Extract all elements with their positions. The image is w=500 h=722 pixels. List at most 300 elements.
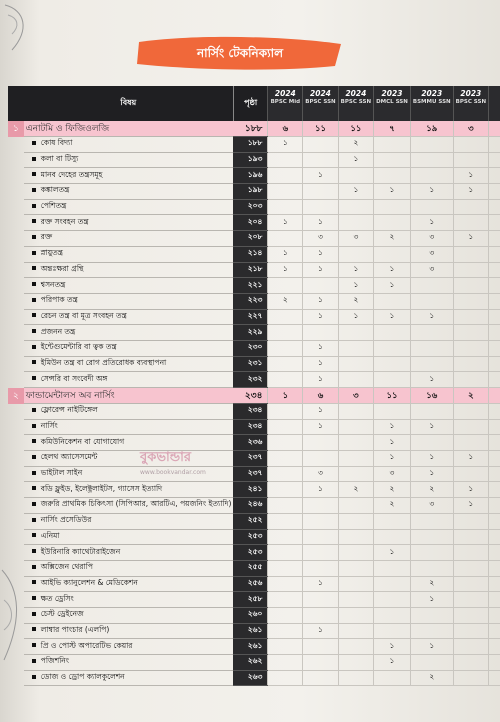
bullet-icon [32,424,36,428]
topic-label: কোষ বিদ্যা [40,138,73,148]
question-count-cell [410,199,453,215]
question-count-cell [453,262,488,278]
row-number [8,404,24,420]
question-count-cell [453,639,488,655]
question-count-cell [489,655,500,671]
bullet-icon [32,376,36,380]
table-row [8,152,500,168]
bullet-icon [32,565,36,569]
leaf-ornament-top-left [0,0,40,64]
question-count-cell: ১ [453,184,488,200]
page-number: ২৪৬ [233,498,267,514]
row-number [8,356,24,372]
question-count-cell [268,184,303,200]
question-count-cell [374,560,411,576]
bullet-icon [32,612,36,616]
question-count-cell: ৩ [410,262,453,278]
question-count-cell [338,435,373,451]
publisher-watermark: বুকভান্ডার www.bookvandar.com [140,450,206,476]
question-count-cell [410,404,453,420]
page-number: ২৫৬ [233,576,267,592]
topic-cell [24,137,234,153]
table-row [8,246,500,262]
question-count-cell [489,466,500,482]
row-number [8,137,24,153]
row-number [8,592,24,608]
question-count-cell [338,246,373,262]
topic-cell [24,262,234,278]
row-number [8,529,24,545]
page-number: ২০৮ [233,231,267,247]
question-count-cell [303,607,338,623]
question-count-cell [268,404,303,420]
question-count-cell: ১ [410,466,453,482]
topic-cell [24,121,234,137]
page-number: ২৫৩ [233,545,267,561]
topic-cell [24,623,234,639]
table-row [8,545,500,561]
topic-cell [24,356,234,372]
question-count-cell [453,670,488,686]
question-count-cell: ১ [303,404,338,420]
topic-cell [24,372,234,388]
question-count-cell: ৬ [303,388,338,404]
question-count-cell [268,419,303,435]
question-count-cell: ২ [374,482,411,498]
question-count-cell: ১ [374,545,411,561]
page-number: ১৯৬ [233,168,267,184]
question-count-cell [268,152,303,168]
topic-label: চেস্ট ড্রেইনেজ [40,609,84,619]
question-count-cell: ৩ [303,231,338,247]
bullet-icon [32,580,36,584]
question-count-cell [338,215,373,231]
row-number [8,152,24,168]
question-count-cell: ১৬ [410,388,453,404]
question-count-cell: ১ [268,262,303,278]
row-number [8,451,24,467]
question-count-cell [268,560,303,576]
question-count-cell [489,325,500,341]
page-number: ২৩১ [233,356,267,372]
page-number: ২০৪ [233,215,267,231]
question-count-cell [489,199,500,215]
topic-cell [24,513,234,529]
bullet-icon [32,408,36,412]
section-row [8,388,500,404]
table-row [8,184,500,200]
topic-cell [24,215,234,231]
question-count-cell [303,325,338,341]
question-count-cell [489,404,500,420]
row-number [8,325,24,341]
topic-cell [24,639,234,655]
question-count-cell [268,482,303,498]
topic-label: রেচন তন্ত্র বা মূত্র সংবহন তন্ত্র [40,310,127,320]
topic-label: জরুরি প্রাথমিক চিকিৎসা (সিপিআর, আরটিএ, পয়জনিং ইত্যাদি) [40,499,232,509]
question-count-cell [338,168,373,184]
question-count-cell: ১ [338,262,373,278]
question-count-cell [303,451,338,467]
topic-label: এনাটমি ও ফিজিওলজি [25,124,110,134]
bullet-icon [32,172,36,176]
question-count-cell: ১ [374,262,411,278]
question-count-cell [410,623,453,639]
question-count-cell [489,121,500,137]
page-number: ২৬১ [233,639,267,655]
question-count-cell: ১ [410,639,453,655]
bullet-icon [32,282,36,286]
topic-label: কঙ্কালতন্ত্র [40,185,70,195]
bullet-icon [32,533,36,537]
bullet-icon [32,298,36,302]
question-count-cell [453,529,488,545]
topic-label: রক্ত [40,232,53,242]
question-count-cell [489,168,500,184]
question-count-cell: ১ [338,278,373,294]
page-number: ২৬৩ [233,670,267,686]
bullet-icon [32,518,36,522]
bullet-icon [32,627,36,631]
question-count-cell: ১ [453,498,488,514]
question-count-cell [374,356,411,372]
question-count-cell [338,560,373,576]
question-count-cell [374,404,411,420]
question-count-cell [453,199,488,215]
question-count-cell [338,372,373,388]
topic-label: প্রি ও পোস্ট অপারেটিভ কেয়ার [40,640,133,650]
question-count-cell [410,293,453,309]
question-count-cell [303,655,338,671]
question-count-cell [338,451,373,467]
page-number: ১৮৮ [233,137,267,153]
question-count-cell [453,576,488,592]
question-count-cell [489,262,500,278]
question-count-cell [453,435,488,451]
question-count-cell: ১ [374,278,411,294]
question-count-cell [453,655,488,671]
topic-cell [24,498,234,514]
question-count-cell: ১ [453,168,488,184]
row-number [8,199,24,215]
question-count-cell [453,545,488,561]
question-count-cell: ১ [410,451,453,467]
question-count-cell: ১ [303,356,338,372]
topic-cell [24,388,234,404]
year-header [489,86,500,121]
question-count-cell [489,545,500,561]
question-count-cell: ১ [410,419,453,435]
column-header-topic: বিষয় [24,86,234,121]
question-count-cell: ১ [303,482,338,498]
question-count-cell: ১ [303,215,338,231]
question-count-cell: ১ [453,482,488,498]
year-header: 2023 BSMMU SSN [410,86,453,121]
question-count-cell [489,623,500,639]
question-count-cell: ১ [453,451,488,467]
question-count-cell [453,215,488,231]
question-count-cell: ১ [374,451,411,467]
table-row [8,137,500,153]
section-row [8,121,500,137]
question-count-cell: ৩ [374,466,411,482]
question-count-cell: ২ [410,670,453,686]
question-count-cell [489,451,500,467]
question-count-cell [268,340,303,356]
question-count-cell [410,435,453,451]
question-count-cell [338,545,373,561]
question-count-cell [410,152,453,168]
question-count-cell [268,639,303,655]
topic-label: মানব দেহের তন্ত্রসমূহ [40,169,103,179]
table-row [8,639,500,655]
topic-cell [24,404,234,420]
question-count-cell [410,168,453,184]
bullet-icon [32,204,36,208]
bullet-icon [32,486,36,490]
page-number: ২৩০ [233,340,267,356]
question-count-cell: ১ [374,419,411,435]
question-count-cell [268,168,303,184]
row-number [8,278,24,294]
bullet-icon [32,360,36,364]
question-count-cell [374,576,411,592]
question-count-cell [268,529,303,545]
topic-label: কলা বা টিস্যু [40,154,79,164]
question-count-cell [338,607,373,623]
year-header: 2023 DMCL SSN [374,86,411,121]
row-number [8,184,24,200]
page-number: ২৩৭ [233,451,267,467]
question-count-cell [303,529,338,545]
question-count-cell: ১ [303,262,338,278]
question-count-cell [489,309,500,325]
chapter-title-banner [135,34,345,72]
question-count-cell [268,576,303,592]
question-count-cell [268,592,303,608]
page-number: ২৩২ [233,372,267,388]
question-count-cell: ৩ [410,231,453,247]
bullet-icon [32,313,36,317]
question-count-cell [303,670,338,686]
row-number [8,655,24,671]
row-number [8,231,24,247]
bullet-icon [32,157,36,161]
page-number: ২৬১ [233,623,267,639]
table-row [8,670,500,686]
question-count-cell [303,639,338,655]
topic-cell [24,576,234,592]
question-count-cell [303,152,338,168]
question-count-cell: ১ [268,215,303,231]
page-number: ১৯৮ [233,184,267,200]
question-count-cell: ৩ [338,388,373,404]
row-number: ১ [8,121,24,137]
question-count-cell [489,576,500,592]
table-row [8,623,500,639]
row-number [8,560,24,576]
question-count-cell [410,560,453,576]
table-row [8,576,500,592]
topic-label: হেলথ অ্যাসেসমেন্ট [40,452,98,462]
page-number: ২২৩ [233,293,267,309]
row-number [8,576,24,592]
table-row [8,278,500,294]
table-row [8,607,500,623]
question-count-cell [338,513,373,529]
question-count-cell [489,356,500,372]
topic-label: পরিপাক তন্ত্র [40,295,78,305]
question-count-cell: ১ [410,592,453,608]
bullet-icon [32,188,36,192]
question-count-cell: ৩ [338,231,373,247]
topic-cell [24,168,234,184]
question-count-cell [489,184,500,200]
topic-label: সেন্সরি বা সংবেদী অঙ্গ [40,373,108,383]
topic-label: প্রজনন তন্ত্র [40,326,76,336]
question-count-cell [338,576,373,592]
question-count-cell [374,293,411,309]
topic-label: কমিউনিকেশন বা যোগাযোগ [40,436,125,446]
question-count-cell [374,168,411,184]
question-count-cell: ১ [303,623,338,639]
question-count-cell [489,246,500,262]
topic-cell [24,340,234,356]
question-count-cell [338,404,373,420]
year-header: 2024 BPSC SSN [303,86,338,121]
question-count-cell: ১ [374,309,411,325]
question-count-cell [453,293,488,309]
topic-table [8,86,500,686]
topic-label: ভাইটাল সাইন [40,468,83,478]
question-count-cell [338,498,373,514]
question-count-cell [374,670,411,686]
page-number: ২১৪ [233,246,267,262]
question-count-cell: ২ [338,482,373,498]
table-row [8,340,500,356]
question-count-cell [489,340,500,356]
page-number: ২০৩ [233,199,267,215]
question-count-cell [268,655,303,671]
question-count-cell [489,372,500,388]
question-count-cell [489,513,500,529]
table-header-row [8,86,500,121]
question-count-cell [303,278,338,294]
table-row [8,325,500,341]
bullet-icon [32,345,36,349]
question-count-cell [489,152,500,168]
topic-label: রক্ত সংবহন তন্ত্র [40,216,89,226]
page-number: ২৬০ [233,607,267,623]
question-count-cell: ১ [268,137,303,153]
row-number [8,168,24,184]
question-count-cell: ৩ [453,121,488,137]
question-count-cell: ১৯ [410,121,453,137]
row-number [8,639,24,655]
question-count-cell [303,498,338,514]
question-count-cell [489,639,500,655]
bullet-icon [32,643,36,647]
table-row [8,293,500,309]
question-count-cell [453,325,488,341]
question-count-cell [410,545,453,561]
page-number: ২৫২ [233,513,267,529]
question-count-cell: ২ [453,388,488,404]
question-count-cell [453,592,488,608]
question-count-cell [374,137,411,153]
topic-cell [24,325,234,341]
question-count-cell [489,215,500,231]
question-count-cell [303,592,338,608]
question-count-cell [268,623,303,639]
question-count-cell [489,482,500,498]
question-count-cell [338,655,373,671]
question-count-cell: ১ [303,246,338,262]
topic-cell [24,309,234,325]
page-number: ২১৮ [233,262,267,278]
question-count-cell [303,137,338,153]
question-count-cell [453,278,488,294]
row-number: ২ [8,388,24,404]
question-count-cell: ১ [410,184,453,200]
page-number: ২৫৮ [233,592,267,608]
topic-label: ইউরিনারি ক্যাথেটারাইজেন [40,546,121,556]
question-count-cell: ২ [374,231,411,247]
question-count-cell [374,325,411,341]
table-row [8,404,500,420]
table-row [8,592,500,608]
question-count-cell [453,607,488,623]
bullet-icon [32,329,36,333]
question-count-cell: ১ [410,215,453,231]
question-count-cell [303,435,338,451]
question-count-cell [489,670,500,686]
bullet-icon [32,659,36,663]
question-count-cell [489,293,500,309]
topic-label: নার্সিং [40,421,58,431]
question-count-cell: ১ [268,246,303,262]
topic-cell [24,545,234,561]
column-header-page: পৃষ্ঠা [233,86,267,121]
row-number [8,262,24,278]
question-count-cell [453,560,488,576]
topic-label: নার্সিং প্রসেডিউর [40,515,92,525]
question-count-cell [489,231,500,247]
question-count-cell [303,184,338,200]
question-count-cell: ১ [374,639,411,655]
question-count-cell [268,199,303,215]
question-count-cell [453,419,488,435]
page-number: ২৫৫ [233,560,267,576]
question-count-cell [338,639,373,655]
question-count-cell: ১ [453,231,488,247]
question-count-cell [338,670,373,686]
topic-label: আইভি ক্যানুলেশন & মেডিকেশন [40,577,138,587]
topic-cell [24,529,234,545]
question-count-cell [489,388,500,404]
question-count-cell [338,466,373,482]
page-number: ২৩৪ [233,404,267,420]
question-count-cell [268,670,303,686]
row-number [8,670,24,686]
question-count-cell: ১ [338,152,373,168]
page-number: ২৩৪ [233,388,267,404]
question-count-cell: ৩ [410,246,453,262]
question-count-cell: ১ [303,168,338,184]
question-count-cell [268,372,303,388]
question-count-cell [374,152,411,168]
question-count-cell: ২ [410,482,453,498]
